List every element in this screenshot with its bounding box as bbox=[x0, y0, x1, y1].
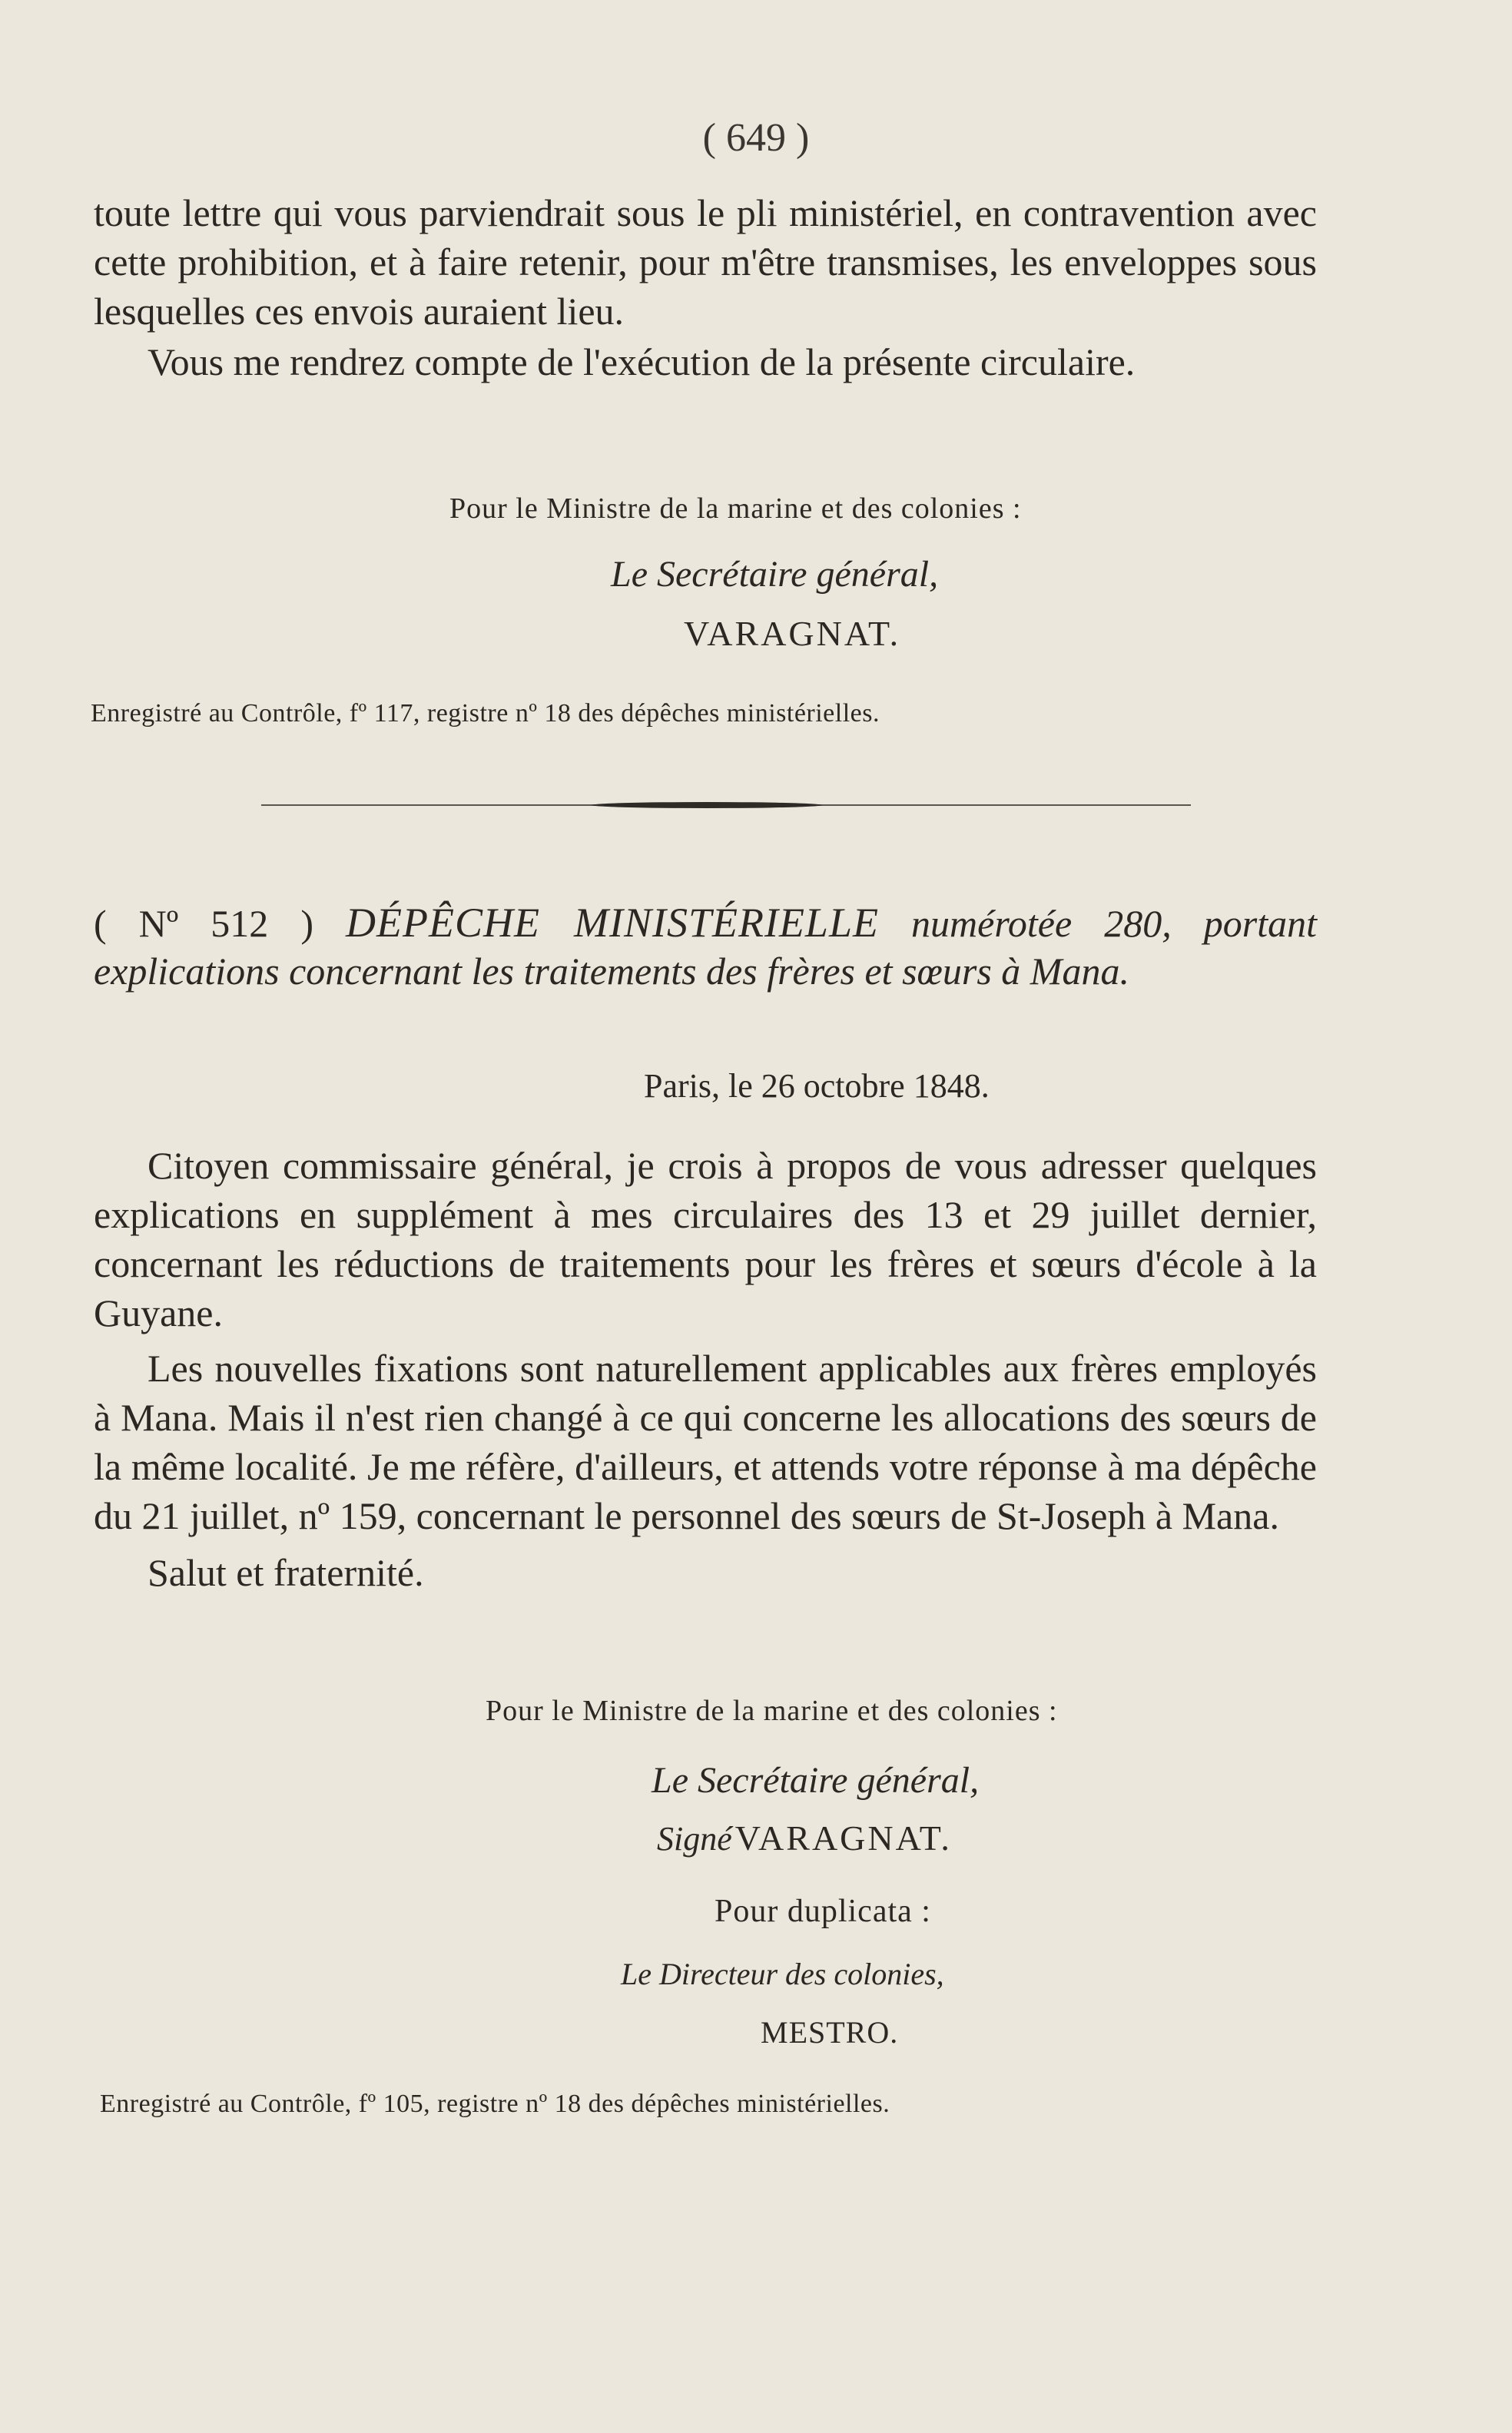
section-2-number: ( Nº 512 ) bbox=[94, 902, 313, 945]
section-1-registration: Enregistré au Contrôle, fº 117, registre nº 18 des dépêches ministérielles. bbox=[91, 699, 880, 728]
section-2-subtitle: portant explications concernant les traitements des frères et sœurs à Mana. bbox=[94, 902, 1317, 993]
section-1-text bbox=[94, 188, 1317, 386]
section-2-signed-label: Signé bbox=[657, 1820, 732, 1858]
section-2-paragraph-1: Citoyen commissaire général, je crois à propos de vous adresser quelques explications en supplément à mes circulaires des 13 et 29 juillet dernier, concernant les réductions de traitements pour les frères et sœurs d'école à la Guyane. bbox=[94, 1144, 1317, 1334]
section-2-signature: VARAGNAT. bbox=[734, 1818, 952, 1858]
section-2-registration: Enregistré au Contrôle, fº 105, registre nº 18 des dépêches ministérielles. bbox=[100, 2090, 890, 2118]
section-2-director-name: MESTRO. bbox=[761, 2015, 899, 2050]
section-2-place-date: Paris, le 26 octobre 1848. bbox=[644, 1067, 990, 1105]
section-2-title-rest: numérotée 280, bbox=[911, 902, 1172, 945]
section-2-salutation: Salut et fraternité. bbox=[148, 1551, 424, 1594]
section-2-director-title: Le Directeur des colonies, bbox=[621, 1957, 944, 1991]
section-2-signed-line bbox=[657, 1818, 952, 1858]
section-2-paragraph-2: Les nouvelles fixations sont naturellement applicables aux frères employés à Mana. Mais il n'est rien changé à ce qui concerne les allocations des sœurs de la même localité. Je me réfère, d'ailleurs, et attends votre réponse à ma dépêche du 21 juillet, nº 159, concernant le personnel des sœurs de St-Joseph à Mana. bbox=[94, 1347, 1317, 1537]
section-divider bbox=[261, 804, 1191, 807]
section-1-for-minister: Pour le Ministre de la marine et des colonies : bbox=[449, 492, 1022, 525]
section-2-duplicate-label: Pour duplicata : bbox=[715, 1894, 931, 1929]
section-2-for-minister: Pour le Ministre de la marine et des colonies : bbox=[486, 1695, 1058, 1727]
section-1-signature: VARAGNAT. bbox=[684, 614, 901, 653]
section-2-secretary-title: Le Secrétaire général, bbox=[652, 1760, 980, 1801]
page-number: ( 649 ) bbox=[702, 116, 810, 160]
section-2-text bbox=[94, 1141, 1317, 1597]
section-1-secretary-title: Le Secrétaire général, bbox=[611, 554, 939, 595]
section-2-heading bbox=[94, 899, 1317, 995]
section-2-heading-block bbox=[94, 899, 1317, 995]
section-1-paragraph-2: Vous me rendrez compte de l'exécution de la présente circulaire. bbox=[148, 340, 1136, 383]
section-2-title: DÉPÊCHE MINISTÉRIELLE bbox=[346, 900, 879, 946]
section-1-paragraph-1: toute lettre qui vous parviendrait sous le pli ministériel, en contravention avec cette prohibition, et à faire retenir, pour m'être transmises, les enveloppes sous lesquelles ces envois auraient lieu. bbox=[94, 191, 1317, 333]
